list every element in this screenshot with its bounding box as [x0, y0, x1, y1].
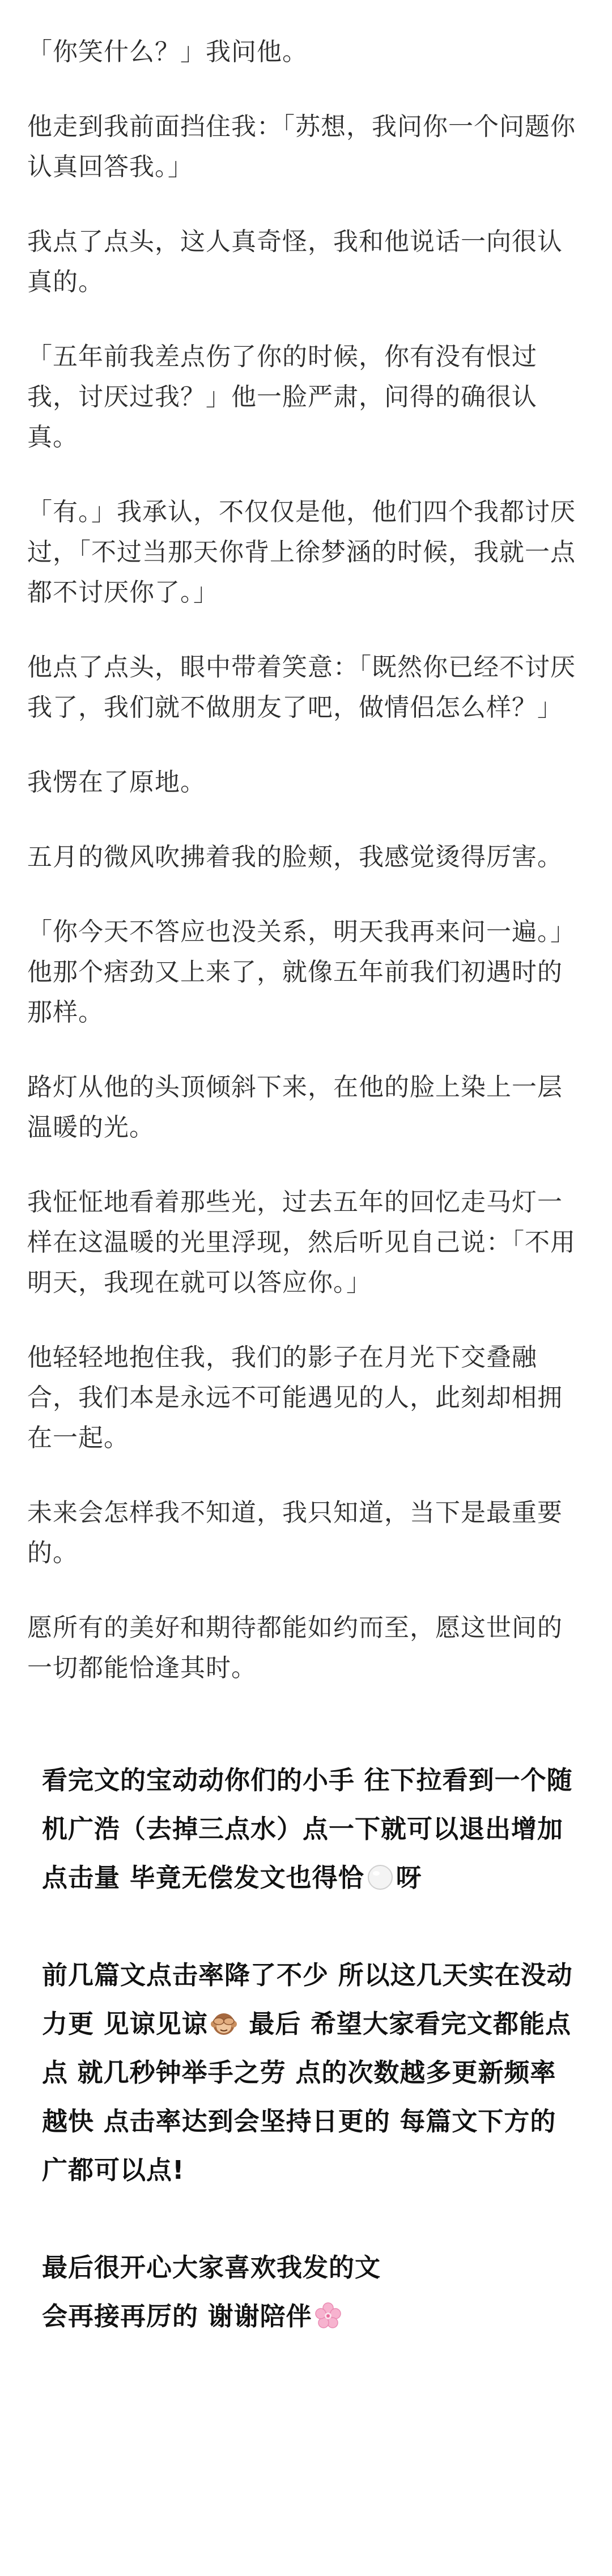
notice-text: 呀: [396, 1863, 422, 1893]
notice-text: 会再接再厉的 谢谢陪伴: [42, 2301, 312, 2331]
story-paragraph: 我怔怔地看着那些光，过去五年的回忆走马灯一样在这温暖的光里浮现，然后听见自己说：「不用明天，我现在就可以答应你。」: [27, 1188, 576, 1297]
story-paragraph: 他轻轻地抱住我，我们的影子在月光下交叠融合，我们本是永远不可能遇见的人，此刻却相拥在一起。: [27, 1343, 563, 1452]
story-body: [27, 32, 585, 1688]
notice-text: 前几篇文点击率降了不少 所以这几天实在没动力更 见谅见谅: [42, 1960, 573, 2039]
notice-text: 最后 希望大家看完文都能点点 就几秒钟举手之劳 点的次数越多更新频率越快 点击率达到会坚持日更的 每篇文下方的广都可以点!: [42, 2009, 572, 2185]
story-paragraph: 「五年前我差点伤了你的时候，你有没有恨过我，讨厌过我？」他一脸严肃，问得的确很认真。: [27, 342, 537, 452]
story-paragraph: 「你今天不答应也没关系，明天我再来问一遍。」他那个痞劲又上来了，就像五年前我们初遇时的那样。: [27, 917, 576, 1027]
author-notice: [27, 1756, 585, 2341]
story-paragraph: 他走到我前面挡住我：「苏想，我问你一个问题你认真回答我。」: [27, 112, 576, 181]
see-no-evil-monkey-emoji-icon: [210, 2010, 237, 2037]
story-paragraph: 「你笑什么？」我问他。: [27, 37, 308, 66]
story-paragraph: 五月的微风吹拂着我的脸颊，我感觉烫得厉害。: [27, 843, 563, 872]
story-paragraph: 「有。」我承认，不仅仅是他，他们四个我都讨厌过，「不过当那天你背上徐梦涵的时候，我就一点都不讨厌你了。」: [27, 498, 576, 607]
rice-ball-emoji-icon: [367, 1864, 394, 1891]
notice-text: 最后很开心大家喜欢我发的文: [42, 2252, 381, 2282]
story-paragraph: 我愣在了原地。: [27, 768, 206, 797]
notice-paragraph-thanks: [42, 2243, 576, 2341]
notice-paragraph-ad-request: [42, 1756, 576, 1902]
story-paragraph: 未来会怎样我不知道，我只知道，当下是最重要的。: [27, 1498, 563, 1567]
notice-paragraph-click-rate: [42, 1951, 576, 2195]
story-paragraph: 愿所有的美好和期待都能如约而至，愿这世间的一切都能恰逢其时。: [27, 1613, 563, 1682]
notice-text: 看完文的宝动动你们的小手 往下拉看到一个随机广浩（去掉三点水）点一下就可以退出增加点击量 毕竟无偿发文也得恰: [42, 1765, 573, 1893]
cherry-blossom-emoji-icon: [314, 2302, 342, 2330]
story-paragraph: 我点了点头，这人真奇怪，我和他说话一向很认真的。: [27, 227, 563, 296]
story-paragraph: 路灯从他的头顶倾斜下来，在他的脸上染上一层温暖的光。: [27, 1073, 563, 1142]
story-paragraph: 他点了点头，眼中带着笑意：「既然你已经不讨厌我了，我们就不做朋友了吧，做情侣怎么样？」: [27, 653, 576, 722]
